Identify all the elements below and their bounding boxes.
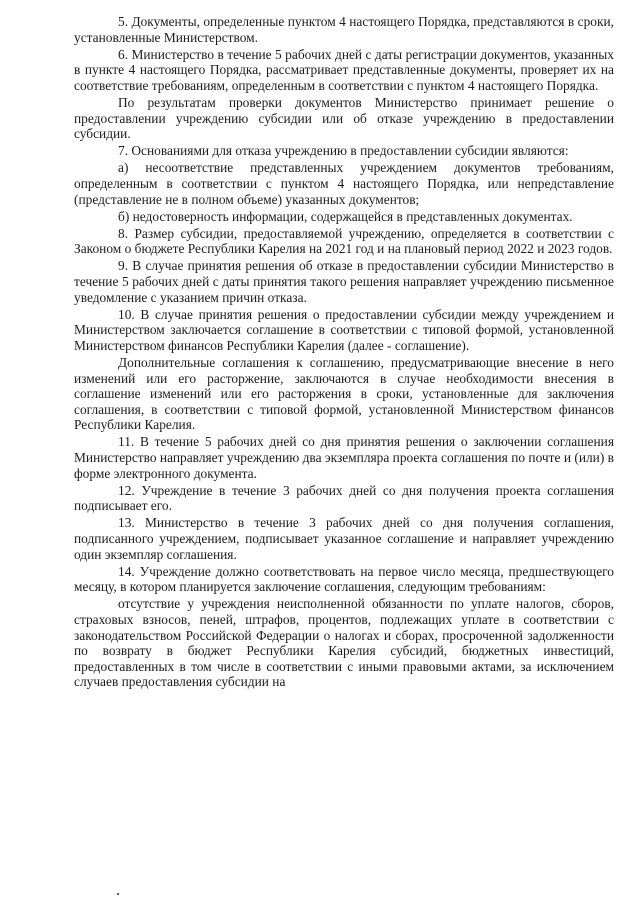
scan-speck [117,893,119,895]
paragraph: 6. Министерство в течение 5 рабочих дней с даты регистрации документов, указанных в пункте 4 настоящего Порядка, рассматривает представленные документы, проверяет их на соответствие требованиям, определенным в соответствии с пунктом 4 настоящего Порядка. [74,46,614,93]
paragraph: 9. В случае принятия решения об отказе в предоставлении субсидии Министерство в течение 5 рабочих дней с даты принятия такого решения направляет учреждению письменное уведомление с указанием причин отказа. [74,258,614,305]
paragraph: 5. Документы, определенные пунктом 4 настоящего Порядка, представляются в сроки, установленные Министерством. [74,14,614,45]
paragraph: Дополнительные соглашения к соглашению, предусматривающие внесение в него изменений или его расторжение, заключаются в случае необходимости внесения в соглашение изменений или его расторжения в сроки, установленные для заключения соглашения, в соответствии с типовой формой, установленной Министерством финансов Республики Карелия. [74,354,614,433]
paragraph: 11. В течение 5 рабочих дней со дня принятия решения о заключении соглашения Министерство направляет учреждению два экземпляра проекта соглашения по почте и (или) в форме электронного документа. [74,434,614,481]
paragraph: 8. Размер субсидии, предоставляемой учреждению, определяется в соответствии с Законом о бюджете Республики Карелия на 2021 год и на плановый период 2022 и 2023 годов. [74,225,614,257]
paragraph: отсутствие у учреждения неисполненной обязанности по уплате налогов, сборов, страховых взносов, пеней, штрафов, процентов, подлежащих уплате в соответствии с законодательством Российской Федерации о налогах и сборах, просроченной задолженности по возврату в бюджет Республики Карелия субсидий, бюджетных инвестиций, предоставленных в том числе в соответствии с иными правовыми актами, за исключением случаев предоставления субсидии на [74,596,614,690]
paragraph: б) недостоверность информации, содержащейся в представленных документах. [118,208,573,224]
paragraph: 7. Основаниями для отказа учреждению в предоставлении субсидии являются: [118,143,569,159]
paragraph: 13. Министерство в течение 3 рабочих дней со дня получения соглашения, подписанного учреждением, подписывает указанное соглашение и направляет учреждению один экземпляр соглашения. [74,515,614,562]
paragraph: 10. В случае принятия решения о предоставлении субсидии между учреждением и Министерством заключается соглашение в соответствии с типовой формой, установленной Министерством финансов Республики Карелия (далее - соглашение). [74,306,614,353]
paragraph: 12. Учреждение в течение 3 рабочих дней со дня получения проекта соглашения подписывает его. [74,482,614,514]
paragraph: 14. Учреждение должно соответствовать на первое число месяца, предшествующего месяцу, в котором планируется заключение соглашения, следующим требованиям: [74,563,614,595]
document-page [74,14,614,691]
paragraph: а) несоответствие представленных учреждением документов требованиям, определенным в соответствии с пунктом 4 настоящего Порядка, или непредставление (представление не в полном объеме) указанных документов; [74,160,614,207]
paragraph: По результатам проверки документов Министерство принимает решение о предоставлении учреждению субсидии или об отказе учреждению в предоставлении субсидии. [74,94,614,142]
